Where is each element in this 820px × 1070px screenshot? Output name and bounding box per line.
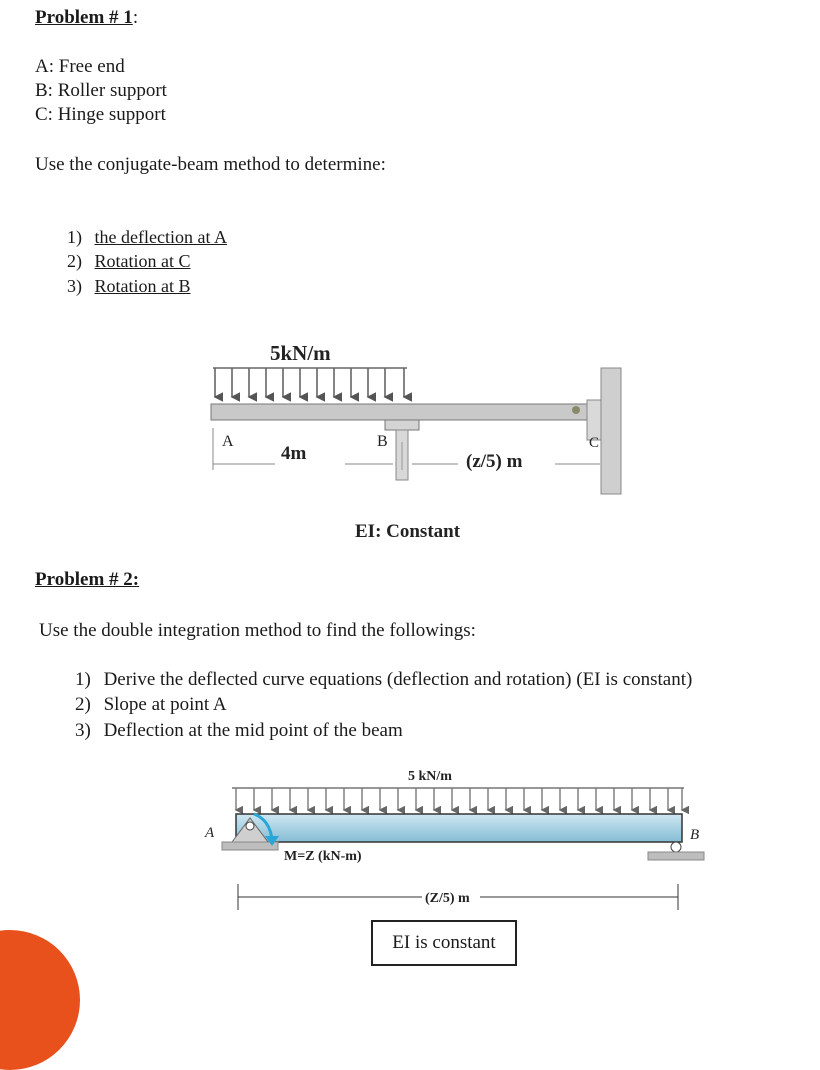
ei-constant-label: EI: Constant — [355, 521, 461, 542]
roller-support-b — [385, 420, 419, 480]
problem2-heading: Problem # 2: — [35, 569, 140, 590]
distributed-load — [232, 788, 684, 810]
task-number: 1) — [75, 669, 91, 690]
support-c-text: C: Hinge support — [35, 104, 166, 125]
task-number: 3) — [75, 720, 91, 741]
problem2-beam-figure — [0, 760, 820, 920]
wall-support-c — [572, 368, 621, 494]
problem2-task-2 — [75, 694, 227, 716]
task-text: Slope at point A — [103, 694, 227, 715]
task-text: Derive the deflected curve equations (deflection and rotation) (EI is constant) — [103, 669, 693, 690]
problem2-task-1 — [75, 669, 692, 691]
task-number: 2) — [67, 251, 82, 271]
task-text: Rotation at B — [94, 276, 191, 296]
beam — [236, 814, 682, 842]
span-label: (Z/5) m — [425, 891, 470, 906]
support-a-text: A: Free end — [35, 56, 125, 77]
moment-label: M=Z (kN-m) — [284, 849, 362, 864]
roller-support-b — [648, 842, 704, 860]
support-b-text: B: Roller support — [35, 80, 167, 101]
problem1-instruction: Use the conjugate-beam method to determine: — [35, 154, 386, 175]
label-a: A — [205, 825, 215, 841]
corner-decoration — [0, 930, 80, 1070]
problem2-instruction: Use the double integration method to find the followings: — [39, 620, 476, 641]
label-a: A — [222, 433, 234, 450]
dimension-ab: 4m — [281, 443, 307, 464]
beam — [211, 404, 594, 420]
load-label: 5kN/m — [270, 341, 331, 365]
task-number: 1) — [67, 227, 82, 247]
label-c: C — [589, 435, 600, 451]
dimension-bc: (z/5) m — [466, 451, 523, 472]
load-label: 5 kN/m — [408, 769, 452, 784]
task-text: the deflection at A — [94, 227, 227, 247]
problem1-heading-colon: : — [132, 7, 139, 28]
problem2-task-3 — [75, 720, 403, 742]
task-number: 2) — [75, 694, 91, 715]
label-b: B — [690, 827, 700, 843]
task-number: 3) — [67, 276, 82, 296]
task-text: Rotation at C — [94, 251, 191, 271]
task-text: Deflection at the mid point of the beam — [103, 720, 403, 741]
ei-constant-box: EI is constant — [371, 920, 517, 966]
label-b: B — [377, 433, 388, 450]
problem1-heading-label: Problem # 1 — [35, 7, 133, 28]
distributed-load — [213, 368, 407, 397]
